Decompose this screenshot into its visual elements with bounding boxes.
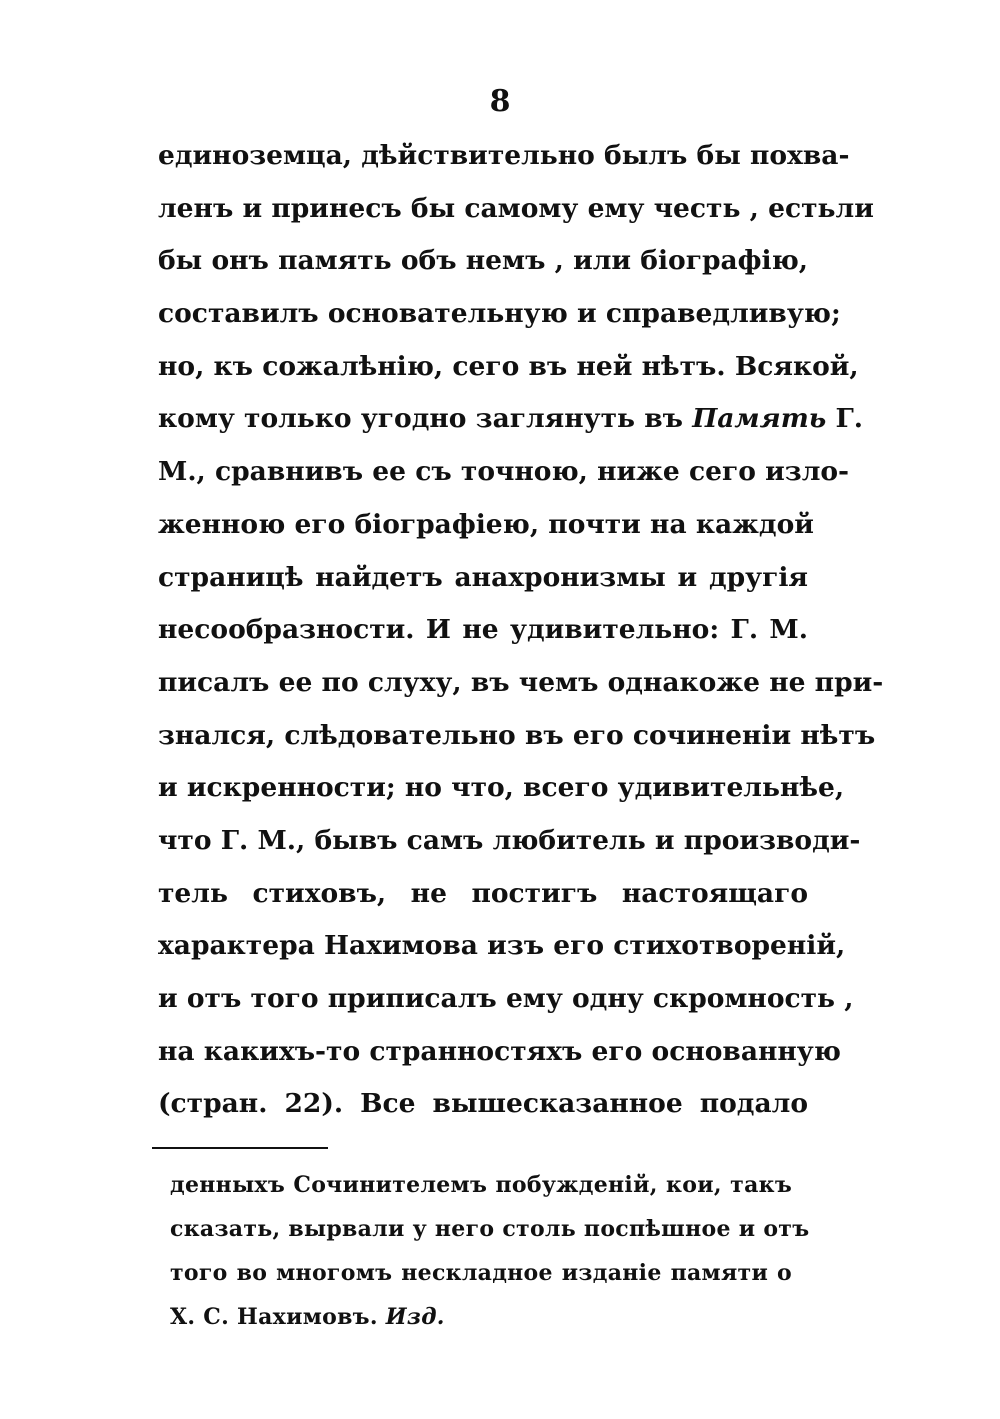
page-number: 8	[489, 84, 511, 119]
footnote	[170, 1163, 810, 1339]
text-line: бы онъ память объ немъ , или біографію,	[158, 245, 809, 277]
footnote-editor-mark: Изд.	[385, 1304, 445, 1330]
body-text	[158, 130, 884, 1131]
text-line: но, къ сожалѣнію, сего въ ней нѣтъ. Всякой,	[158, 350, 859, 382]
text-line: писалъ ее по слуху, въ чемъ однакоже не при-	[158, 666, 884, 698]
footnote-line	[170, 1295, 792, 1339]
text-line: на какихъ-то странностяхъ его основанную	[158, 1035, 841, 1067]
text-segment: кому только угодно заглянуть въ	[158, 403, 693, 435]
text-line: (стран. 22). Все вышесказанное подало	[158, 1088, 808, 1120]
text-line: знался, слѣдовательно въ его сочиненіи нѣтъ	[158, 719, 876, 751]
text-line: составилъ основательную и справедливую;	[158, 298, 841, 330]
footnote-divider	[152, 1147, 328, 1149]
text-line: тель стиховъ, не постигъ настоящаго	[158, 877, 808, 909]
text-segment: Г.	[826, 403, 863, 435]
text-line: и искренности; но что, всего удивительнѣе,	[158, 772, 845, 804]
text-line: женною его біографіею, почти на каждой	[158, 508, 814, 540]
text-line	[158, 393, 863, 446]
text-line: несообразности. И не удивительно: Г. М.	[158, 614, 808, 646]
text-line: единоземца, дѣйствительно былъ бы похва-	[158, 140, 850, 171]
text-line: М., сравнивъ ее съ точною, ниже сего изло-	[158, 456, 850, 488]
text-line: характера Нахимова изъ его стихотвореній,	[158, 930, 846, 962]
text-line: страницѣ найдетъ анахронизмы и другія	[158, 561, 808, 593]
text-line: что Г. М., бывъ самъ любитель и производи-	[158, 824, 861, 856]
text-line: и отъ того приписалъ ему одну скромность ,	[158, 983, 854, 1014]
text-line: ленъ и принесъ бы самому ему честь , естьли	[158, 192, 874, 224]
italic-title: Память	[692, 403, 827, 435]
footnote-line: денныхъ Сочинителемъ побужденій, кои, такъ	[170, 1172, 792, 1198]
footnote-line: сказать, вырвали у него столь поспѣшное и отъ	[170, 1216, 810, 1242]
footnote-segment: Х. С. Нахимовъ.	[170, 1304, 386, 1330]
footnote-line: того во многомъ нескладное изданіе памяти о	[170, 1260, 792, 1286]
